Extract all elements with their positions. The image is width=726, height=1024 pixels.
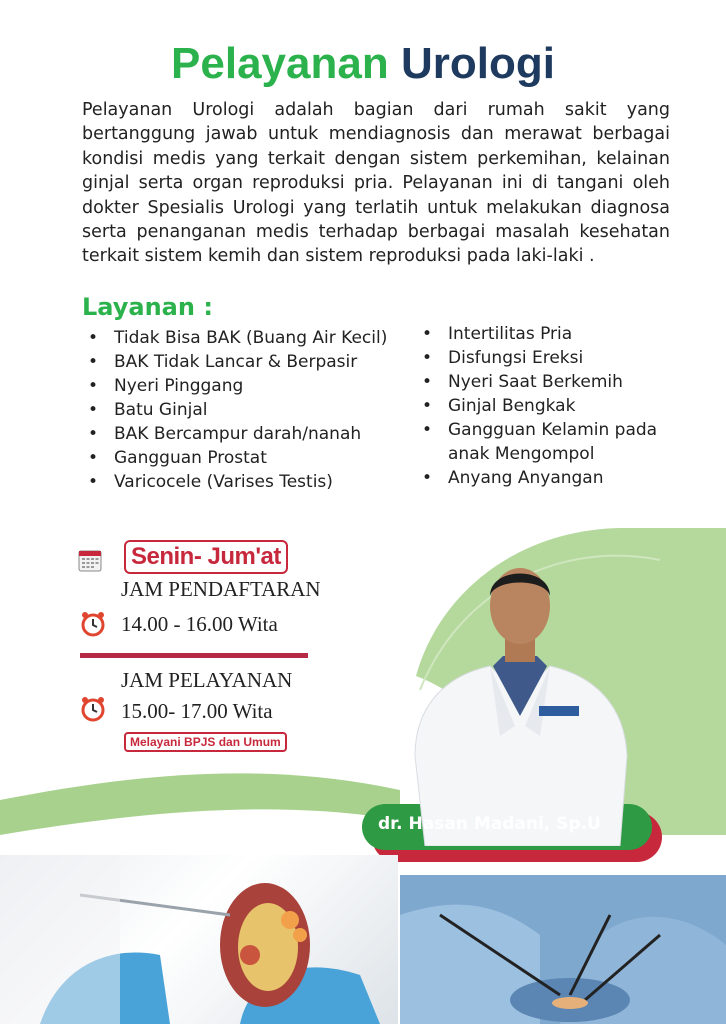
doctor-photo	[405, 556, 635, 846]
bpjs-note: Melayani BPJS dan Umum	[124, 732, 287, 752]
services-heading: Layanan :	[82, 293, 213, 321]
list-item: • Nyeri Pinggang	[84, 374, 394, 398]
service-time: 15.00- 17.00 Wita	[121, 699, 273, 723]
calendar-icon	[78, 548, 102, 572]
services-list-left	[84, 326, 394, 494]
list-item: • Ginjal Bengkak	[418, 394, 680, 418]
alarm-clock-icon	[80, 611, 106, 637]
list-item: • Gangguan Kelamin pada anak Mengompol	[418, 418, 680, 466]
list-item: • BAK Tidak Lancar & Berpasir	[84, 350, 394, 374]
surgery-photo	[400, 875, 726, 1024]
page-title	[0, 38, 726, 90]
title-part-green: Pelayanan	[171, 39, 389, 88]
list-item: • Anyang Anyangan	[418, 466, 680, 490]
divider	[80, 653, 308, 658]
list-item: • Disfungsi Ereksi	[418, 346, 680, 370]
list-item: • BAK Bercampur darah/nanah	[84, 422, 394, 446]
list-item: • Tidak Bisa BAK (Buang Air Kecil)	[84, 326, 394, 350]
registration-label: JAM PENDAFTARAN	[121, 577, 321, 601]
list-item: • Varicocele (Varises Testis)	[84, 470, 394, 494]
service-label: JAM PELAYANAN	[121, 668, 293, 692]
registration-time: 14.00 - 16.00 Wita	[121, 612, 278, 636]
intro-paragraph: Pelayanan Urologi adalah bagian dari rumah sakit yang bertanggung jawab untuk mendiagnosis dan merawat berbagai kondisi medis yang terkait dengan sistem perkemihan, kelainan ginjal serta organ reproduksi pria. Pelayanan ini di tangani oleh dokter Spesialis Urologi yang terlatih untuk melakukan diagnosa serta penanganan medis terhadap berbagai masalah kesehatan terkait sistem kemih dan sistem reproduksi pada laki-laki .	[82, 100, 670, 267]
kidney-model-photo	[0, 855, 398, 1024]
list-item: • Gangguan Prostat	[84, 446, 394, 470]
title-part-navy: Urologi	[400, 39, 555, 88]
list-item: • Nyeri Saat Berkemih	[418, 370, 680, 394]
services-list-right	[418, 322, 680, 490]
alarm-clock-icon	[80, 696, 106, 722]
list-item: • Intertilitas Pria	[418, 322, 680, 346]
days-stamp: Senin- Jum'at	[124, 540, 288, 574]
list-item: • Batu Ginjal	[84, 398, 394, 422]
doctor-name: dr. Hasan Madani, Sp.U	[378, 814, 601, 834]
